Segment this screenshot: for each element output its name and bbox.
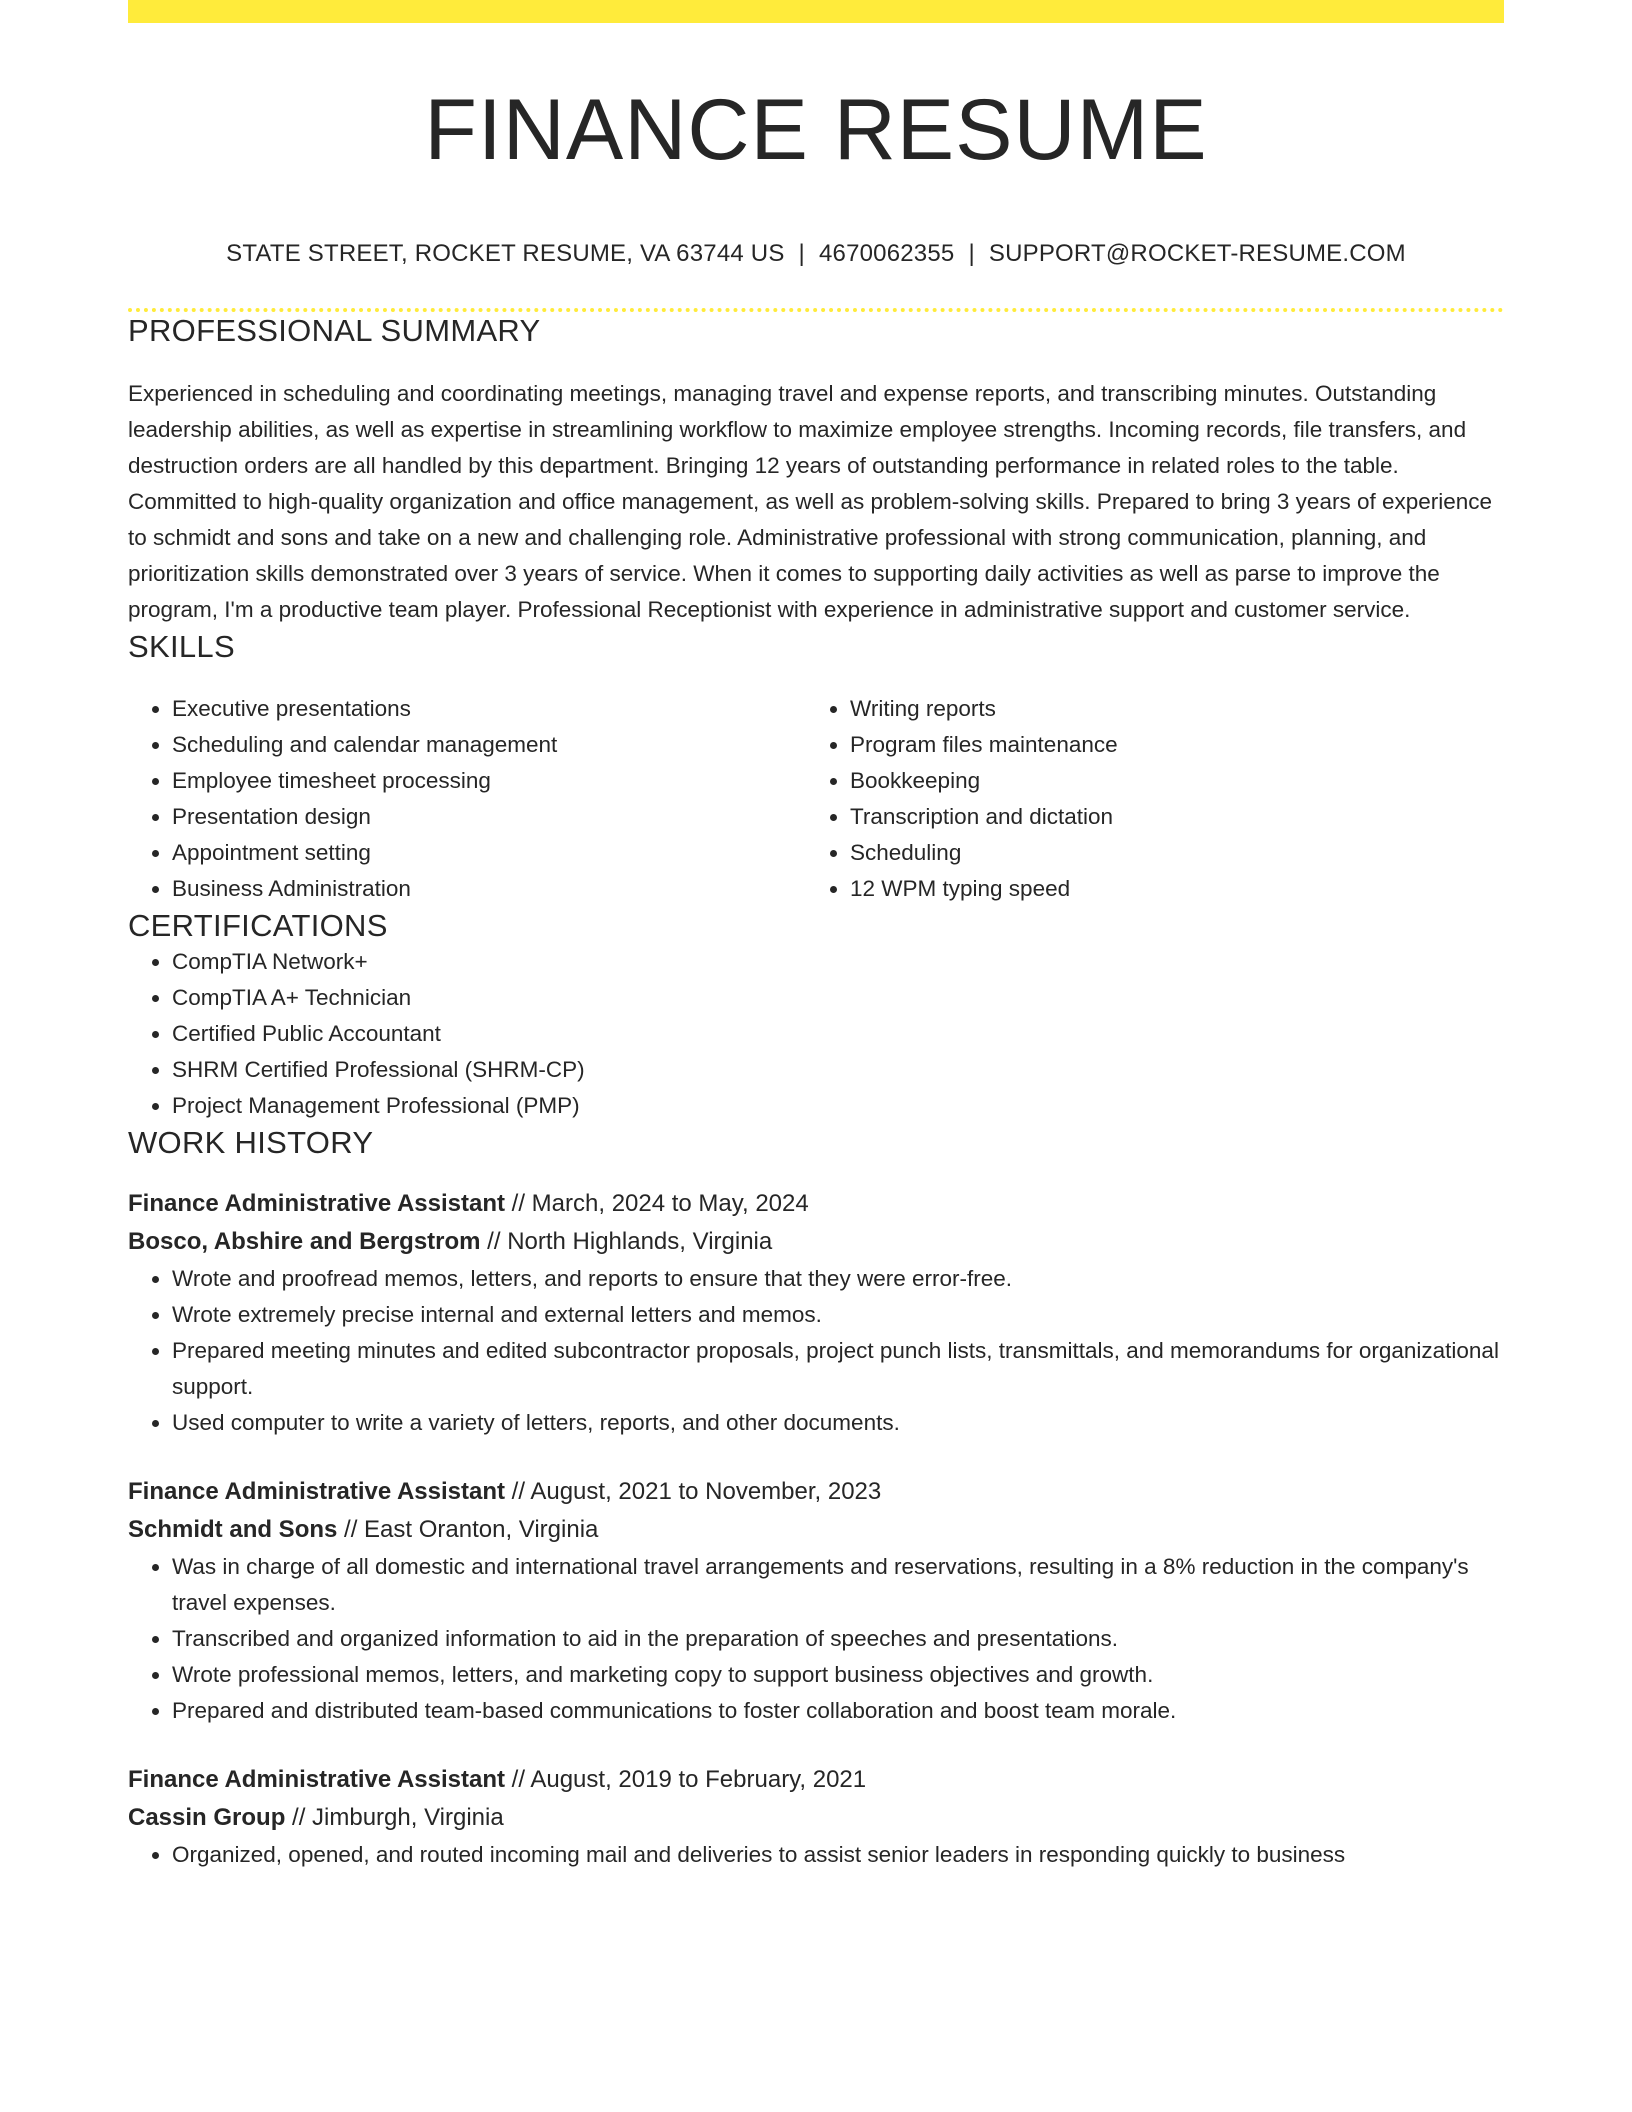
job-bullets	[128, 1549, 1504, 1729]
certification-item: • Certified Public Accountant	[172, 1016, 1504, 1052]
contact-address: STATE STREET, ROCKET RESUME, VA 63744 US	[226, 240, 785, 267]
skill-item: • Presentation design	[172, 799, 806, 835]
skill-item: • Bookkeeping	[850, 763, 1484, 799]
job-title: Finance Administrative Assistant	[128, 1189, 505, 1217]
certification-item: • SHRM Certified Professional (SHRM-CP)	[172, 1052, 1504, 1088]
job-entry	[128, 1761, 1504, 1873]
skills-column-left	[128, 691, 806, 907]
section-title-work-history: WORK HISTORY	[128, 1125, 374, 1161]
job-title: Finance Administrative Assistant	[128, 1477, 505, 1505]
skill-item: • Scheduling and calendar management	[172, 727, 806, 763]
job-bullet: • Wrote and proofread memos, letters, and reports to ensure that they were error-free.	[172, 1261, 1504, 1297]
resume-page	[128, 0, 1504, 1873]
skill-item: • Writing reports	[850, 691, 1484, 727]
job-entry	[128, 1473, 1504, 1729]
contact-email[interactable]: SUPPORT@ROCKET-RESUME.COM	[988, 240, 1406, 267]
job-bullet: • Transcribed and organized information to aid in the preparation of speeches and presentations.	[172, 1621, 1504, 1657]
job-title: Finance Administrative Assistant	[128, 1765, 505, 1793]
section-title-summary: PROFESSIONAL SUMMARY	[128, 312, 541, 348]
certification-item: • Project Management Professional (PMP)	[172, 1088, 1504, 1124]
accent-top-bar	[128, 0, 1504, 23]
job-title-line	[128, 1473, 1504, 1511]
job-bullets	[128, 1261, 1504, 1441]
job-bullet: • Was in charge of all domestic and international travel arrangements and reservations, resulting in a 8% reduction in the company's travel expenses.	[172, 1549, 1504, 1621]
contact-phone[interactable]: 4670062355	[818, 240, 955, 267]
job-company: Cassin Group	[128, 1803, 286, 1831]
job-bullet: • Used computer to write a variety of letters, reports, and other documents.	[172, 1405, 1504, 1441]
job-dates: // March, 2024 to May, 2024	[505, 1189, 809, 1217]
job-entry	[128, 1185, 1504, 1441]
section-title-skills: SKILLS	[128, 628, 235, 664]
skills-list-right	[806, 691, 1484, 907]
skills-grid	[128, 691, 1504, 907]
skills-column-right	[806, 691, 1484, 907]
job-company-line	[128, 1223, 1504, 1261]
job-bullet: • Wrote professional memos, letters, and marketing copy to support business objectives and growth.	[172, 1657, 1504, 1693]
job-company-line	[128, 1799, 1504, 1837]
certifications-list	[128, 944, 1504, 1124]
job-location: // North Highlands, Virginia	[480, 1227, 773, 1255]
skill-item: • Executive presentations	[172, 691, 806, 727]
skill-item: • Scheduling	[850, 835, 1484, 871]
resume-name: FINANCE RESUME	[424, 82, 1208, 178]
job-dates: // August, 2021 to November, 2023	[505, 1477, 882, 1505]
contact-separator: |	[968, 240, 975, 267]
job-title-line	[128, 1185, 1504, 1223]
section-title-certifications: CERTIFICATIONS	[128, 908, 388, 944]
job-bullet: • Organized, opened, and routed incoming mail and deliveries to assist senior leaders in responding quickly to business	[172, 1837, 1504, 1873]
job-company-line	[128, 1511, 1504, 1549]
job-bullets	[128, 1837, 1504, 1873]
summary-text: Experienced in scheduling and coordinating meetings, managing travel and expense reports, and transcribing minutes. Outstanding leadership abilities, as well as expertise in streamlining workflow to maximize employee strengths. Incoming records, file transfers, and destruction orders are all handled by this department. Bringing 12 years of outstanding performance in related roles to the table. Committed to high-quality organization and office management, as well as problem-solving skills. Prepared to bring 3 years of experience to schmidt and sons and take on a new and challenging role. Administrative professional with strong communication, planning, and prioritization skills demonstrated over 3 years of service. When it comes to supporting daily activities as well as parse to improve the program, I'm a productive team player. Professional Receptionist with experience in administrative support and customer service.	[128, 380, 1493, 622]
skill-item: • Employee timesheet processing	[172, 763, 806, 799]
skill-item: • Appointment setting	[172, 835, 806, 871]
job-title-line	[128, 1761, 1504, 1799]
skill-item: • 12 WPM typing speed	[850, 871, 1484, 907]
contact-separator: |	[798, 240, 805, 267]
job-dates: // August, 2019 to February, 2021	[505, 1765, 867, 1793]
skill-item: • Business Administration	[172, 871, 806, 907]
skill-item: • Program files maintenance	[850, 727, 1484, 763]
job-company: Schmidt and Sons	[128, 1515, 338, 1543]
certification-item: • CompTIA A+ Technician	[172, 980, 1504, 1016]
skills-list-left	[128, 691, 806, 907]
skill-item: • Transcription and dictation	[850, 799, 1484, 835]
job-bullet: • Wrote extremely precise internal and external letters and memos.	[172, 1297, 1504, 1333]
job-bullet: • Prepared meeting minutes and edited subcontractor proposals, project punch lists, transmittals, and memorandums for organizational support.	[172, 1333, 1504, 1405]
contact-line	[128, 240, 1504, 269]
job-company: Bosco, Abshire and Bergstrom	[128, 1227, 481, 1255]
job-bullet: • Prepared and distributed team-based communications to foster collaboration and boost team morale.	[172, 1693, 1504, 1729]
job-location: // Jimburgh, Virginia	[285, 1803, 504, 1831]
job-location: // East Oranton, Virginia	[337, 1515, 599, 1543]
certification-item: • CompTIA Network+	[172, 944, 1504, 980]
